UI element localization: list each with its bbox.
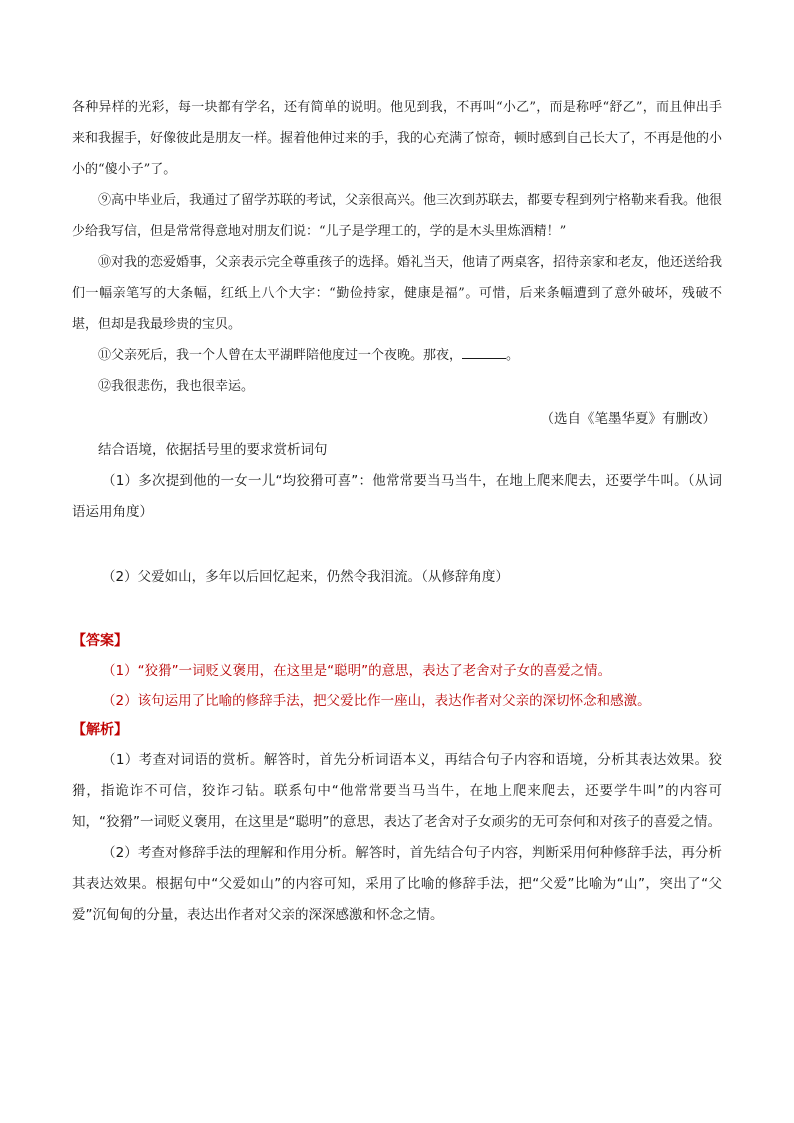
passage-paragraph-continued: 各种异样的光彩，每一块都有学名，还有简单的说明。他见到我，不再叫“小乙”，而是称呼“舒乙”，而且伸出手来和我握手，好像彼此是朋友一样。握着他伸过来的手，我的心充满了惊奇，顿时感到自己长大了，不再是他的小小的“傻小子”了。: [72, 100, 723, 177]
answer-space-2: [72, 593, 722, 627]
answer-1: （1）“狡猾”一词贬义褒用，在这里是“聪明”的意思，表达了老舍对子女的喜爱之情。: [102, 663, 612, 679]
analysis-block: [72, 716, 722, 931]
question-2: （2）父爱如山，多年以后回忆起来，仍然令我泪流。（从修辞角度）: [102, 569, 509, 585]
answer-label: 【答案】: [72, 633, 128, 649]
passage-paragraph-10: ⑩对我的恋爱婚事，父亲表示完全尊重孩子的选择。婚礼当天，他请了两桌客，招待亲家和老友，他还送给我们一幅亲笔写的大条幅，红纸上八个大字：“勤俭持家，健康是福”。可惜，后来条幅遭到了意外破坏，残破不堪，但却是我最珍贵的宝贝。: [72, 255, 723, 332]
question-1: （1）多次提到他的一女一儿“均狡猾可喜”：他常常要当马当牛，在地上爬来爬去，还要学牛叫。（从词语运用角度）: [72, 473, 722, 520]
answer-2: （2）该句运用了比喻的修辞手法，把父爱比作一座山，表达作者对父亲的深切怀念和感激。: [102, 693, 651, 709]
question-intro: 结合语境，依据括号里的要求赏析词句: [98, 442, 328, 458]
analysis-label: 【解析】: [72, 722, 128, 738]
answer-space-1: [72, 528, 722, 562]
passage-paragraph-9: ⑨高中毕业后，我通过了留学苏联的考试，父亲很高兴。他三次到苏联去，都要专程到列宁格勒来看我。他很少给我写信，但是常常得意地对朋友们说：“儿子是学理工的，学的是木头里炼酒精！”: [72, 193, 723, 239]
passage-paragraph-12: ⑫我很悲伤，我也很幸运。: [98, 379, 255, 394]
analysis-1: （1）考查对词语的赏析。解答时，首先分析词语本义，再结合句子内容和语境，分析其表达效果。狡猾，指诡诈不可信，狡诈刁钻。联系句中“他常常要当马当牛，在地上爬来爬去，还要学牛叫”的内容可知，“狡猾”一词贬义褒用，在这里是“聪明”的意思，表达了老舍对子女顽劣的无可奈何和对孩子的喜爱之情。: [72, 752, 722, 830]
passage-paragraph-11: [72, 340, 722, 371]
analysis-2: （2）考查对修辞手法的理解和作用分析。解答时，首先结合句子内容，判断采用何种修辞手法，再分析其表达效果。根据句中“父爱如山”的内容可知，采用了比喻的修辞手法，把“父爱”比喻为“山”，突出了“父爱”沉甸甸的分量，表达出作者对父亲的深深感激和怀念之情。: [72, 845, 722, 923]
document-page: [72, 92, 722, 931]
paragraph-11-text: ⑪父亲死后，我一个人曾在太平湖畔陪他度过一个夜晚。那夜，: [98, 348, 463, 363]
paragraph-11-end: 。: [506, 348, 520, 363]
passage: [72, 92, 722, 435]
fill-in-blank[interactable]: [462, 346, 506, 359]
question-block: [72, 435, 722, 627]
passage-source: （选自《笔墨华夏》有删改）: [540, 411, 716, 427]
answer-block: [72, 627, 722, 716]
